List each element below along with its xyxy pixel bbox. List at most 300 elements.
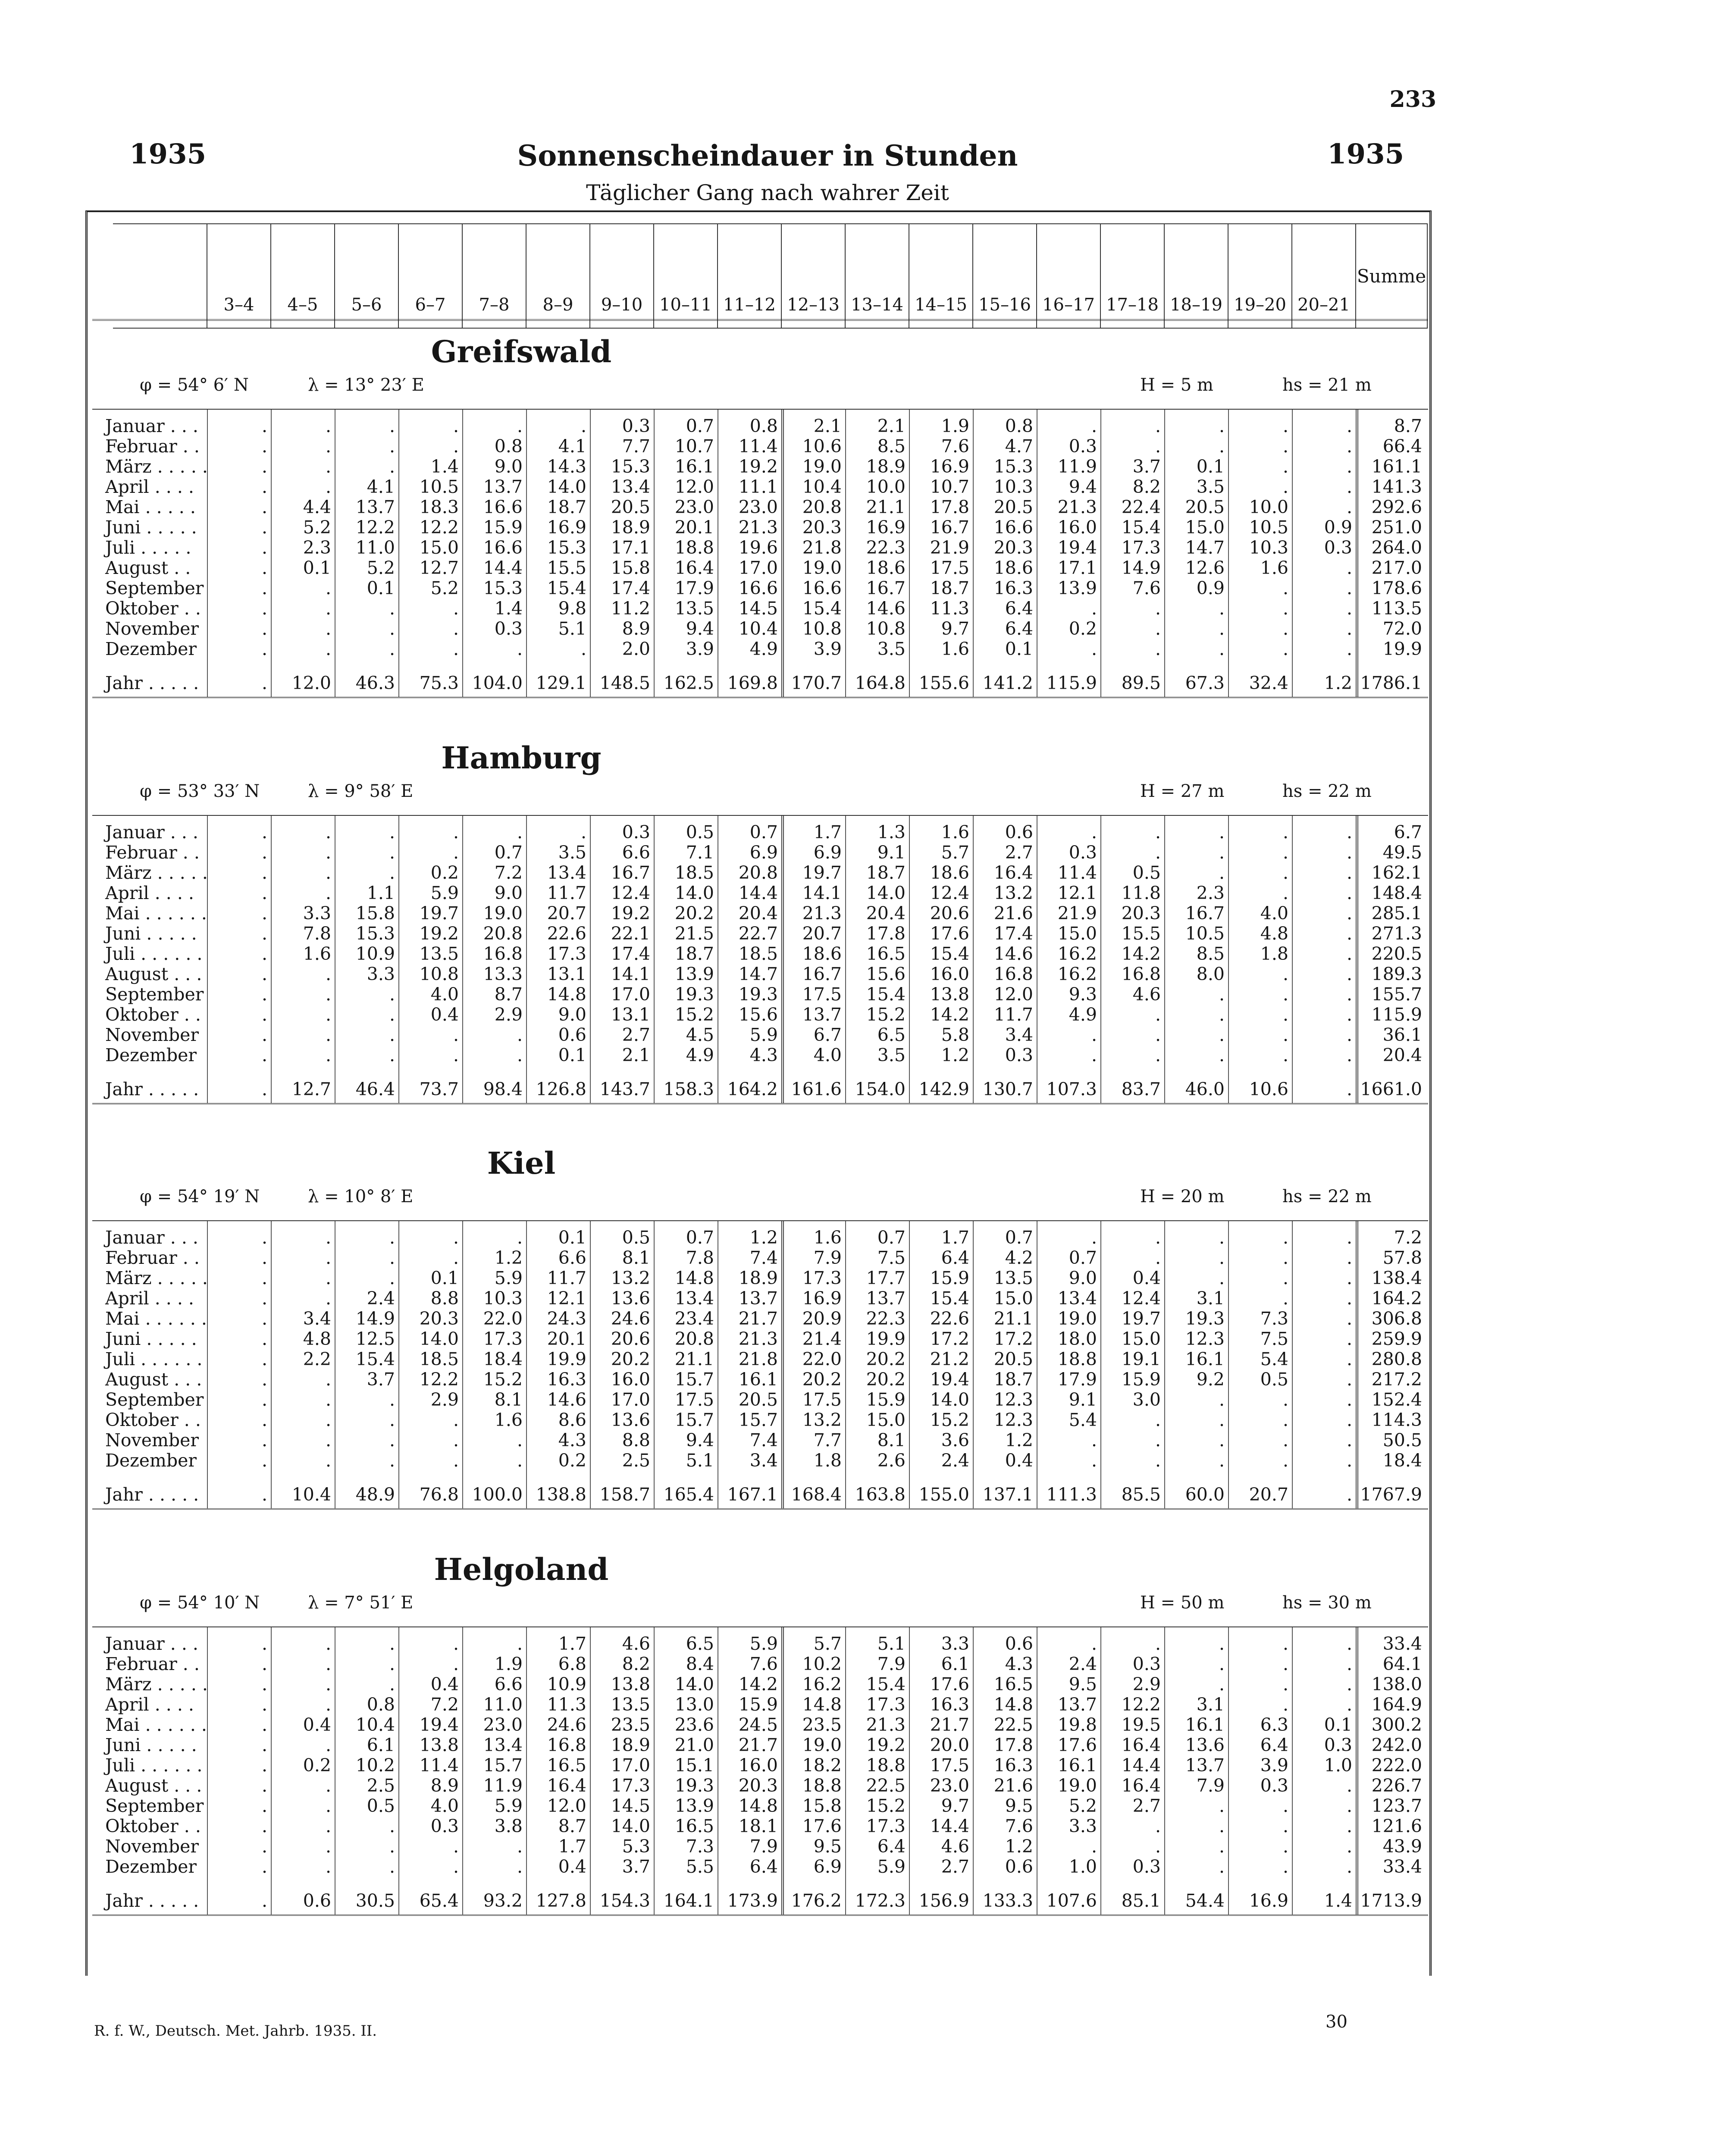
column-header-hour: 19–20 bbox=[1228, 224, 1292, 328]
hour-cell: . bbox=[1346, 862, 1352, 883]
hour-cell: . bbox=[389, 1836, 395, 1857]
hour-cell: 3.6 bbox=[941, 1430, 969, 1451]
hour-cell: 0.4 bbox=[430, 1004, 459, 1025]
hour-cell: 17.6 bbox=[802, 1816, 842, 1836]
hour-cell: . bbox=[1346, 923, 1352, 944]
month-label: Mai . . . . . . bbox=[105, 1714, 207, 1735]
hour-cell: . bbox=[261, 1816, 267, 1836]
hour-cell: . bbox=[389, 984, 395, 1005]
hour-cell: . bbox=[453, 1654, 459, 1674]
hour-cell: 15.9 bbox=[483, 517, 523, 538]
hour-cell: 85.1 bbox=[1121, 1890, 1161, 1911]
hour-cell: . bbox=[389, 456, 395, 477]
hour-cell: . bbox=[1346, 1227, 1352, 1248]
hour-cell: 4.3 bbox=[558, 1430, 586, 1451]
hour-cell: 20.7 bbox=[802, 923, 842, 944]
hour-cell: 21.3 bbox=[738, 1329, 778, 1349]
hour-cell: 16.1 bbox=[1057, 1755, 1097, 1776]
table-row bbox=[92, 416, 1428, 436]
hour-cell: . bbox=[453, 639, 459, 659]
hour-cell: 20.4 bbox=[866, 903, 906, 924]
hour-cell: 4.3 bbox=[749, 1045, 778, 1065]
hour-cell: 19.3 bbox=[674, 1775, 714, 1796]
hour-cell: 4.9 bbox=[686, 1045, 714, 1065]
hour-cell: 16.0 bbox=[930, 964, 969, 984]
station-altitude: H = 27 m bbox=[1140, 781, 1225, 801]
hour-cell: 13.4 bbox=[674, 1288, 714, 1309]
year-total-row bbox=[92, 1890, 1428, 1911]
hour-cell: 23.6 bbox=[674, 1714, 714, 1735]
sum-cell: 306.8 bbox=[1371, 1308, 1422, 1329]
hour-cell: 17.3 bbox=[1121, 537, 1161, 558]
hour-cell: . bbox=[580, 416, 586, 436]
hour-cell: . bbox=[453, 1410, 459, 1430]
hour-cell: 21.9 bbox=[930, 537, 969, 558]
hour-cell: . bbox=[1346, 1025, 1352, 1045]
hour-cell: 6.7 bbox=[813, 1025, 842, 1045]
page-subtitle: Täglicher Gang nach wahrer Zeit bbox=[586, 180, 949, 205]
hour-cell: 13.2 bbox=[993, 883, 1033, 903]
hour-cell: . bbox=[1346, 436, 1352, 457]
hour-cell: 6.4 bbox=[1260, 1735, 1288, 1755]
table-row bbox=[92, 1329, 1428, 1349]
table-row bbox=[92, 883, 1428, 903]
table-row bbox=[92, 1288, 1428, 1309]
table-row bbox=[92, 497, 1428, 517]
hour-cell: 100.0 bbox=[472, 1484, 523, 1505]
hour-cell: 21.6 bbox=[993, 1775, 1033, 1796]
hour-cell: . bbox=[261, 1484, 267, 1505]
hour-cell: 21.0 bbox=[674, 1735, 714, 1755]
hour-cell: 11.8 bbox=[1121, 883, 1161, 903]
sum-cell: 121.6 bbox=[1371, 1816, 1422, 1836]
hour-cell: . bbox=[453, 842, 459, 863]
station-latitude: φ = 53° 33′ N bbox=[140, 781, 260, 801]
month-label: September bbox=[105, 1389, 204, 1410]
table-row bbox=[92, 1735, 1428, 1755]
hour-cell: 6.6 bbox=[622, 842, 650, 863]
hour-cell: 17.5 bbox=[802, 1389, 842, 1410]
sum-cell: 123.7 bbox=[1371, 1796, 1422, 1816]
hour-cell: . bbox=[389, 822, 395, 843]
hour-cell: 154.0 bbox=[855, 1079, 906, 1100]
hour-cell: 13.5 bbox=[611, 1694, 650, 1715]
hour-cell: 10.0 bbox=[866, 476, 906, 497]
hour-cell: 165.4 bbox=[663, 1484, 714, 1505]
hour-cell: . bbox=[517, 1836, 523, 1857]
hour-cell: 15.4 bbox=[866, 1674, 906, 1695]
table-row bbox=[92, 598, 1428, 619]
hour-cell: 15.9 bbox=[930, 1268, 969, 1288]
hour-cell: 17.8 bbox=[866, 923, 906, 944]
hour-cell: 7.9 bbox=[813, 1247, 842, 1268]
hour-cell: . bbox=[261, 822, 267, 843]
hour-cell: 16.1 bbox=[674, 456, 714, 477]
hour-cell: . bbox=[1282, 1227, 1288, 1248]
hour-cell: 11.0 bbox=[355, 537, 395, 558]
hour-cell: 21.1 bbox=[993, 1308, 1033, 1329]
hour-cell: . bbox=[1155, 1004, 1161, 1025]
hour-cell: . bbox=[1282, 1654, 1288, 1674]
hour-cell: 9.0 bbox=[494, 456, 523, 477]
hour-cell: . bbox=[1282, 1389, 1288, 1410]
hour-cell: . bbox=[1282, 1816, 1288, 1836]
station-name: Helgoland bbox=[434, 1551, 609, 1587]
sum-cell: 138.4 bbox=[1371, 1268, 1422, 1288]
hour-cell: 12.5 bbox=[355, 1329, 395, 1349]
sum-cell: 141.3 bbox=[1371, 476, 1422, 497]
hour-cell: 17.7 bbox=[866, 1268, 906, 1288]
hour-cell: 20.3 bbox=[1121, 903, 1161, 924]
sum-cell: 264.0 bbox=[1371, 537, 1422, 558]
hour-cell: 16.8 bbox=[1121, 964, 1161, 984]
hour-cell: 20.7 bbox=[1249, 1484, 1288, 1505]
hour-cell: . bbox=[453, 416, 459, 436]
hour-cell: . bbox=[389, 416, 395, 436]
hour-cell: . bbox=[1282, 436, 1288, 457]
hour-cell: 17.3 bbox=[866, 1816, 906, 1836]
hour-cell: . bbox=[453, 1633, 459, 1654]
month-label: Juli . . . . . . bbox=[105, 1349, 203, 1369]
hour-cell: 21.4 bbox=[802, 1329, 842, 1349]
hour-cell: 16.9 bbox=[866, 517, 906, 538]
hour-cell: 11.4 bbox=[738, 436, 778, 457]
hour-cell: 107.3 bbox=[1046, 1079, 1097, 1100]
hour-cell: 17.3 bbox=[802, 1268, 842, 1288]
hour-cell: 17.3 bbox=[611, 1775, 650, 1796]
hour-cell: 1.7 bbox=[941, 1227, 969, 1248]
hour-cell: 5.9 bbox=[494, 1796, 523, 1816]
year-left: 1935 bbox=[129, 138, 207, 170]
hour-cell: 14.0 bbox=[419, 1329, 459, 1349]
hour-cell: 21.9 bbox=[1057, 903, 1097, 924]
sum-cell: 1786.1 bbox=[1360, 673, 1422, 693]
hour-cell: . bbox=[325, 1796, 331, 1816]
hour-cell: 18.8 bbox=[802, 1775, 842, 1796]
hour-cell: 7.3 bbox=[1260, 1308, 1288, 1329]
hour-cell: . bbox=[1219, 984, 1225, 1005]
hour-cell: . bbox=[389, 1430, 395, 1451]
hour-cell: 22.5 bbox=[866, 1775, 906, 1796]
table-row bbox=[92, 862, 1428, 883]
hour-cell: 20.7 bbox=[547, 903, 586, 924]
hour-cell: 7.6 bbox=[941, 436, 969, 457]
hour-cell: 0.4 bbox=[430, 1674, 459, 1695]
hour-cell: 161.6 bbox=[791, 1079, 842, 1100]
hour-cell: 15.9 bbox=[738, 1694, 778, 1715]
sum-cell: 292.6 bbox=[1371, 497, 1422, 517]
hour-cell: 164.2 bbox=[727, 1079, 778, 1100]
hour-cell: 10.3 bbox=[483, 1288, 523, 1309]
hour-cell: 1.8 bbox=[1260, 943, 1288, 964]
hour-cell: 9.4 bbox=[686, 1430, 714, 1451]
hour-cell: 13.5 bbox=[993, 1268, 1033, 1288]
hour-cell: 16.2 bbox=[1057, 964, 1097, 984]
table-row bbox=[92, 1025, 1428, 1045]
hour-cell: 158.3 bbox=[663, 1079, 714, 1100]
table-row bbox=[92, 1694, 1428, 1715]
month-label: Dezember bbox=[105, 1450, 197, 1471]
page-number: 233 bbox=[1389, 86, 1436, 113]
hour-cell: 172.3 bbox=[855, 1890, 906, 1911]
hour-cell: . bbox=[1346, 1045, 1352, 1065]
hour-cell: . bbox=[1155, 1816, 1161, 1836]
hour-cell: 13.6 bbox=[1185, 1735, 1225, 1755]
hour-cell: . bbox=[453, 1430, 459, 1451]
hour-cell: 0.4 bbox=[303, 1714, 331, 1735]
hour-cell: 5.9 bbox=[749, 1025, 778, 1045]
hour-cell: 7.8 bbox=[686, 1247, 714, 1268]
hour-cell: . bbox=[325, 1227, 331, 1248]
hour-cell: 19.2 bbox=[419, 923, 459, 944]
hour-cell: 9.2 bbox=[1196, 1369, 1225, 1390]
hour-cell: 154.3 bbox=[599, 1890, 650, 1911]
hour-cell: 3.5 bbox=[558, 842, 586, 863]
month-label: Oktober . . bbox=[105, 1816, 201, 1836]
hour-cell: 8.7 bbox=[558, 1816, 586, 1836]
hour-cell: 10.9 bbox=[355, 943, 395, 964]
hour-cell: . bbox=[1282, 1836, 1288, 1857]
hour-cell: 19.7 bbox=[802, 862, 842, 883]
hour-cell: 5.1 bbox=[877, 1633, 906, 1654]
month-label: März . . . . . bbox=[105, 1674, 208, 1695]
table-row bbox=[92, 1633, 1428, 1654]
month-label: Februar . . bbox=[105, 842, 200, 863]
hour-cell: 17.6 bbox=[930, 1674, 969, 1695]
station-altitude: H = 50 m bbox=[1140, 1593, 1225, 1613]
hour-cell: 7.5 bbox=[1260, 1329, 1288, 1349]
hour-cell: . bbox=[1219, 618, 1225, 639]
table-row bbox=[92, 1247, 1428, 1268]
hour-cell: 12.6 bbox=[1185, 558, 1225, 578]
hour-cell: . bbox=[1219, 1674, 1225, 1695]
hour-cell: 170.7 bbox=[791, 673, 842, 693]
hour-cell: . bbox=[261, 1389, 267, 1410]
hour-cell: . bbox=[1346, 984, 1352, 1005]
month-label: Juni . . . . . bbox=[105, 1329, 197, 1349]
hour-cell: 18.5 bbox=[419, 1349, 459, 1369]
hour-cell: 12.0 bbox=[674, 476, 714, 497]
hour-cell: . bbox=[517, 822, 523, 843]
hour-cell: 8.5 bbox=[877, 436, 906, 457]
hour-cell: 20.2 bbox=[674, 903, 714, 924]
hour-cell: 14.1 bbox=[611, 964, 650, 984]
month-label: November bbox=[105, 618, 199, 639]
hour-cell: 21.3 bbox=[802, 903, 842, 924]
hour-cell: 20.5 bbox=[1185, 497, 1225, 517]
hour-cell: 1.4 bbox=[494, 598, 523, 619]
month-label: Jahr . . . . . bbox=[105, 1890, 199, 1911]
hour-cell: . bbox=[1346, 1775, 1352, 1796]
hour-cell: 155.0 bbox=[918, 1484, 969, 1505]
hour-cell: 20.5 bbox=[993, 497, 1033, 517]
hour-cell: 17.0 bbox=[738, 558, 778, 578]
month-label: März . . . . . bbox=[105, 862, 208, 883]
month-label: Jahr . . . . . bbox=[105, 1484, 199, 1505]
hour-cell: 13.5 bbox=[419, 943, 459, 964]
hour-cell: 169.8 bbox=[727, 673, 778, 693]
hour-cell: 15.2 bbox=[483, 1369, 523, 1390]
hour-cell: . bbox=[261, 497, 267, 517]
hour-cell: 17.1 bbox=[611, 537, 650, 558]
hour-cell: 21.5 bbox=[674, 923, 714, 944]
hour-cell: 2.9 bbox=[1132, 1674, 1161, 1695]
hour-cell: 17.3 bbox=[483, 1329, 523, 1349]
hour-cell: 11.2 bbox=[611, 598, 650, 619]
hour-cell: 20.2 bbox=[802, 1369, 842, 1390]
month-label: Juli . . . . . . bbox=[105, 943, 203, 964]
hour-cell: 2.4 bbox=[941, 1450, 969, 1471]
hour-cell: 18.0 bbox=[1057, 1329, 1097, 1349]
hour-cell: 16.4 bbox=[1121, 1735, 1161, 1755]
hour-cell: . bbox=[261, 1735, 267, 1755]
hour-cell: 46.4 bbox=[355, 1079, 395, 1100]
month-label: Februar . . bbox=[105, 1247, 200, 1268]
hour-cell: 17.0 bbox=[611, 1389, 650, 1410]
hour-cell: 13.4 bbox=[1057, 1288, 1097, 1309]
station-name: Greifswald bbox=[431, 334, 612, 370]
hour-cell: 16.0 bbox=[1057, 517, 1097, 538]
hour-cell: 11.9 bbox=[483, 1775, 523, 1796]
hour-cell: 4.8 bbox=[1260, 923, 1288, 944]
hour-cell: 23.5 bbox=[611, 1714, 650, 1735]
hour-cell: . bbox=[453, 1227, 459, 1248]
hour-cell: . bbox=[261, 476, 267, 497]
hour-cell: 22.6 bbox=[547, 923, 586, 944]
hour-cell: 18.9 bbox=[611, 517, 650, 538]
hour-cell: 19.2 bbox=[738, 456, 778, 477]
hour-cell: . bbox=[261, 1633, 267, 1654]
hour-cell: 16.5 bbox=[547, 1755, 586, 1776]
hour-cell: . bbox=[1282, 1268, 1288, 1288]
hour-cell: 164.1 bbox=[663, 1890, 714, 1911]
hour-cell: . bbox=[1219, 1045, 1225, 1065]
hour-cell: . bbox=[1155, 1045, 1161, 1065]
hour-cell: 3.7 bbox=[1132, 456, 1161, 477]
hour-cell: 0.2 bbox=[558, 1450, 586, 1471]
hour-cell: 18.3 bbox=[419, 497, 459, 517]
hour-cell: . bbox=[453, 1025, 459, 1045]
hour-cell: 14.1 bbox=[802, 883, 842, 903]
hour-cell: 8.2 bbox=[622, 1654, 650, 1674]
hour-cell: 75.3 bbox=[419, 673, 459, 693]
station-altitude: H = 20 m bbox=[1140, 1187, 1225, 1206]
hour-cell: . bbox=[1346, 1247, 1352, 1268]
hour-cell: . bbox=[261, 1714, 267, 1735]
hour-cell: 19.6 bbox=[738, 537, 778, 558]
hour-cell: . bbox=[389, 1247, 395, 1268]
table-row bbox=[92, 476, 1428, 497]
hour-cell: . bbox=[325, 1430, 331, 1451]
hour-cell: 16.6 bbox=[738, 578, 778, 599]
sum-cell: 115.9 bbox=[1371, 1004, 1422, 1025]
hour-cell: . bbox=[325, 1654, 331, 1674]
hour-cell: 5.5 bbox=[686, 1856, 714, 1877]
hour-cell: 9.3 bbox=[1069, 984, 1097, 1005]
hour-cell: 16.6 bbox=[802, 578, 842, 599]
hour-cell: 17.6 bbox=[1057, 1735, 1097, 1755]
hour-cell: 0.3 bbox=[430, 1816, 459, 1836]
station-section-kiel bbox=[92, 1144, 1428, 1532]
hour-cell: . bbox=[517, 1227, 523, 1248]
hour-cell: 1.2 bbox=[749, 1227, 778, 1248]
month-label: Jahr . . . . . bbox=[105, 1079, 199, 1100]
hour-cell: . bbox=[325, 1045, 331, 1065]
month-label: Januar . . . bbox=[105, 1633, 198, 1654]
station-section-greifswald bbox=[92, 332, 1428, 720]
hour-cell: 13.7 bbox=[738, 1288, 778, 1309]
hour-cell: . bbox=[1219, 1796, 1225, 1816]
hour-cell: 164.8 bbox=[855, 673, 906, 693]
month-label: April . . . . bbox=[105, 1694, 194, 1715]
hour-cell: . bbox=[389, 1856, 395, 1877]
sum-cell: 18.4 bbox=[1382, 1450, 1422, 1471]
column-header-hour: 20–21 bbox=[1292, 224, 1356, 328]
hour-cell: 17.4 bbox=[611, 943, 650, 964]
hour-cell: 12.2 bbox=[419, 517, 459, 538]
hour-cell: . bbox=[325, 1816, 331, 1836]
hour-cell: . bbox=[261, 984, 267, 1005]
hour-cell: . bbox=[1346, 1674, 1352, 1695]
table-row bbox=[92, 1714, 1428, 1735]
hour-cell: 23.5 bbox=[802, 1714, 842, 1735]
hour-cell: 3.3 bbox=[941, 1633, 969, 1654]
station-longitude: λ = 7° 51′ E bbox=[308, 1593, 414, 1613]
hour-cell: 0.8 bbox=[494, 436, 523, 457]
hour-cell: 141.2 bbox=[982, 673, 1033, 693]
hour-cell: . bbox=[1219, 862, 1225, 883]
hour-cell: 17.9 bbox=[674, 578, 714, 599]
year-right: 1935 bbox=[1327, 138, 1404, 170]
hour-cell: . bbox=[261, 1836, 267, 1857]
hour-cell: 14.4 bbox=[930, 1816, 969, 1836]
hour-cell: . bbox=[389, 1654, 395, 1674]
column-header-hour: 5–6 bbox=[335, 224, 398, 328]
hour-cell: 14.6 bbox=[993, 943, 1033, 964]
hour-cell: 15.0 bbox=[1121, 1329, 1161, 1349]
station-sensor-height: hs = 22 m bbox=[1282, 781, 1372, 801]
hour-cell: 13.2 bbox=[611, 1268, 650, 1288]
hour-cell: 9.7 bbox=[941, 618, 969, 639]
hour-cell: 11.3 bbox=[930, 598, 969, 619]
hour-cell: 16.9 bbox=[547, 517, 586, 538]
sum-cell: 1661.0 bbox=[1360, 1079, 1422, 1100]
hour-cell: . bbox=[325, 1633, 331, 1654]
hour-cell: 21.7 bbox=[930, 1714, 969, 1735]
hour-cell: 10.6 bbox=[802, 436, 842, 457]
hour-cell: 20.3 bbox=[993, 537, 1033, 558]
hour-cell: . bbox=[1219, 822, 1225, 843]
hour-cell: . bbox=[261, 903, 267, 924]
hour-cell: . bbox=[1346, 883, 1352, 903]
hour-cell: 19.4 bbox=[1057, 537, 1097, 558]
hour-cell: 15.8 bbox=[355, 903, 395, 924]
table-row bbox=[92, 1045, 1428, 1065]
table-row bbox=[92, 1389, 1428, 1410]
table-row bbox=[92, 639, 1428, 659]
sum-cell: 251.0 bbox=[1371, 517, 1422, 538]
hour-cell: . bbox=[1282, 1856, 1288, 1877]
month-label: Juli . . . . . bbox=[105, 537, 191, 558]
hour-cell: . bbox=[261, 1654, 267, 1674]
month-label: Jahr . . . . . bbox=[105, 673, 199, 693]
hour-cell: 5.2 bbox=[303, 517, 331, 538]
hour-cell: 15.3 bbox=[547, 537, 586, 558]
table-row bbox=[92, 1836, 1428, 1857]
hour-cell: . bbox=[261, 598, 267, 619]
hour-cell: 0.8 bbox=[749, 416, 778, 436]
column-header-hour: 6–7 bbox=[398, 224, 462, 328]
